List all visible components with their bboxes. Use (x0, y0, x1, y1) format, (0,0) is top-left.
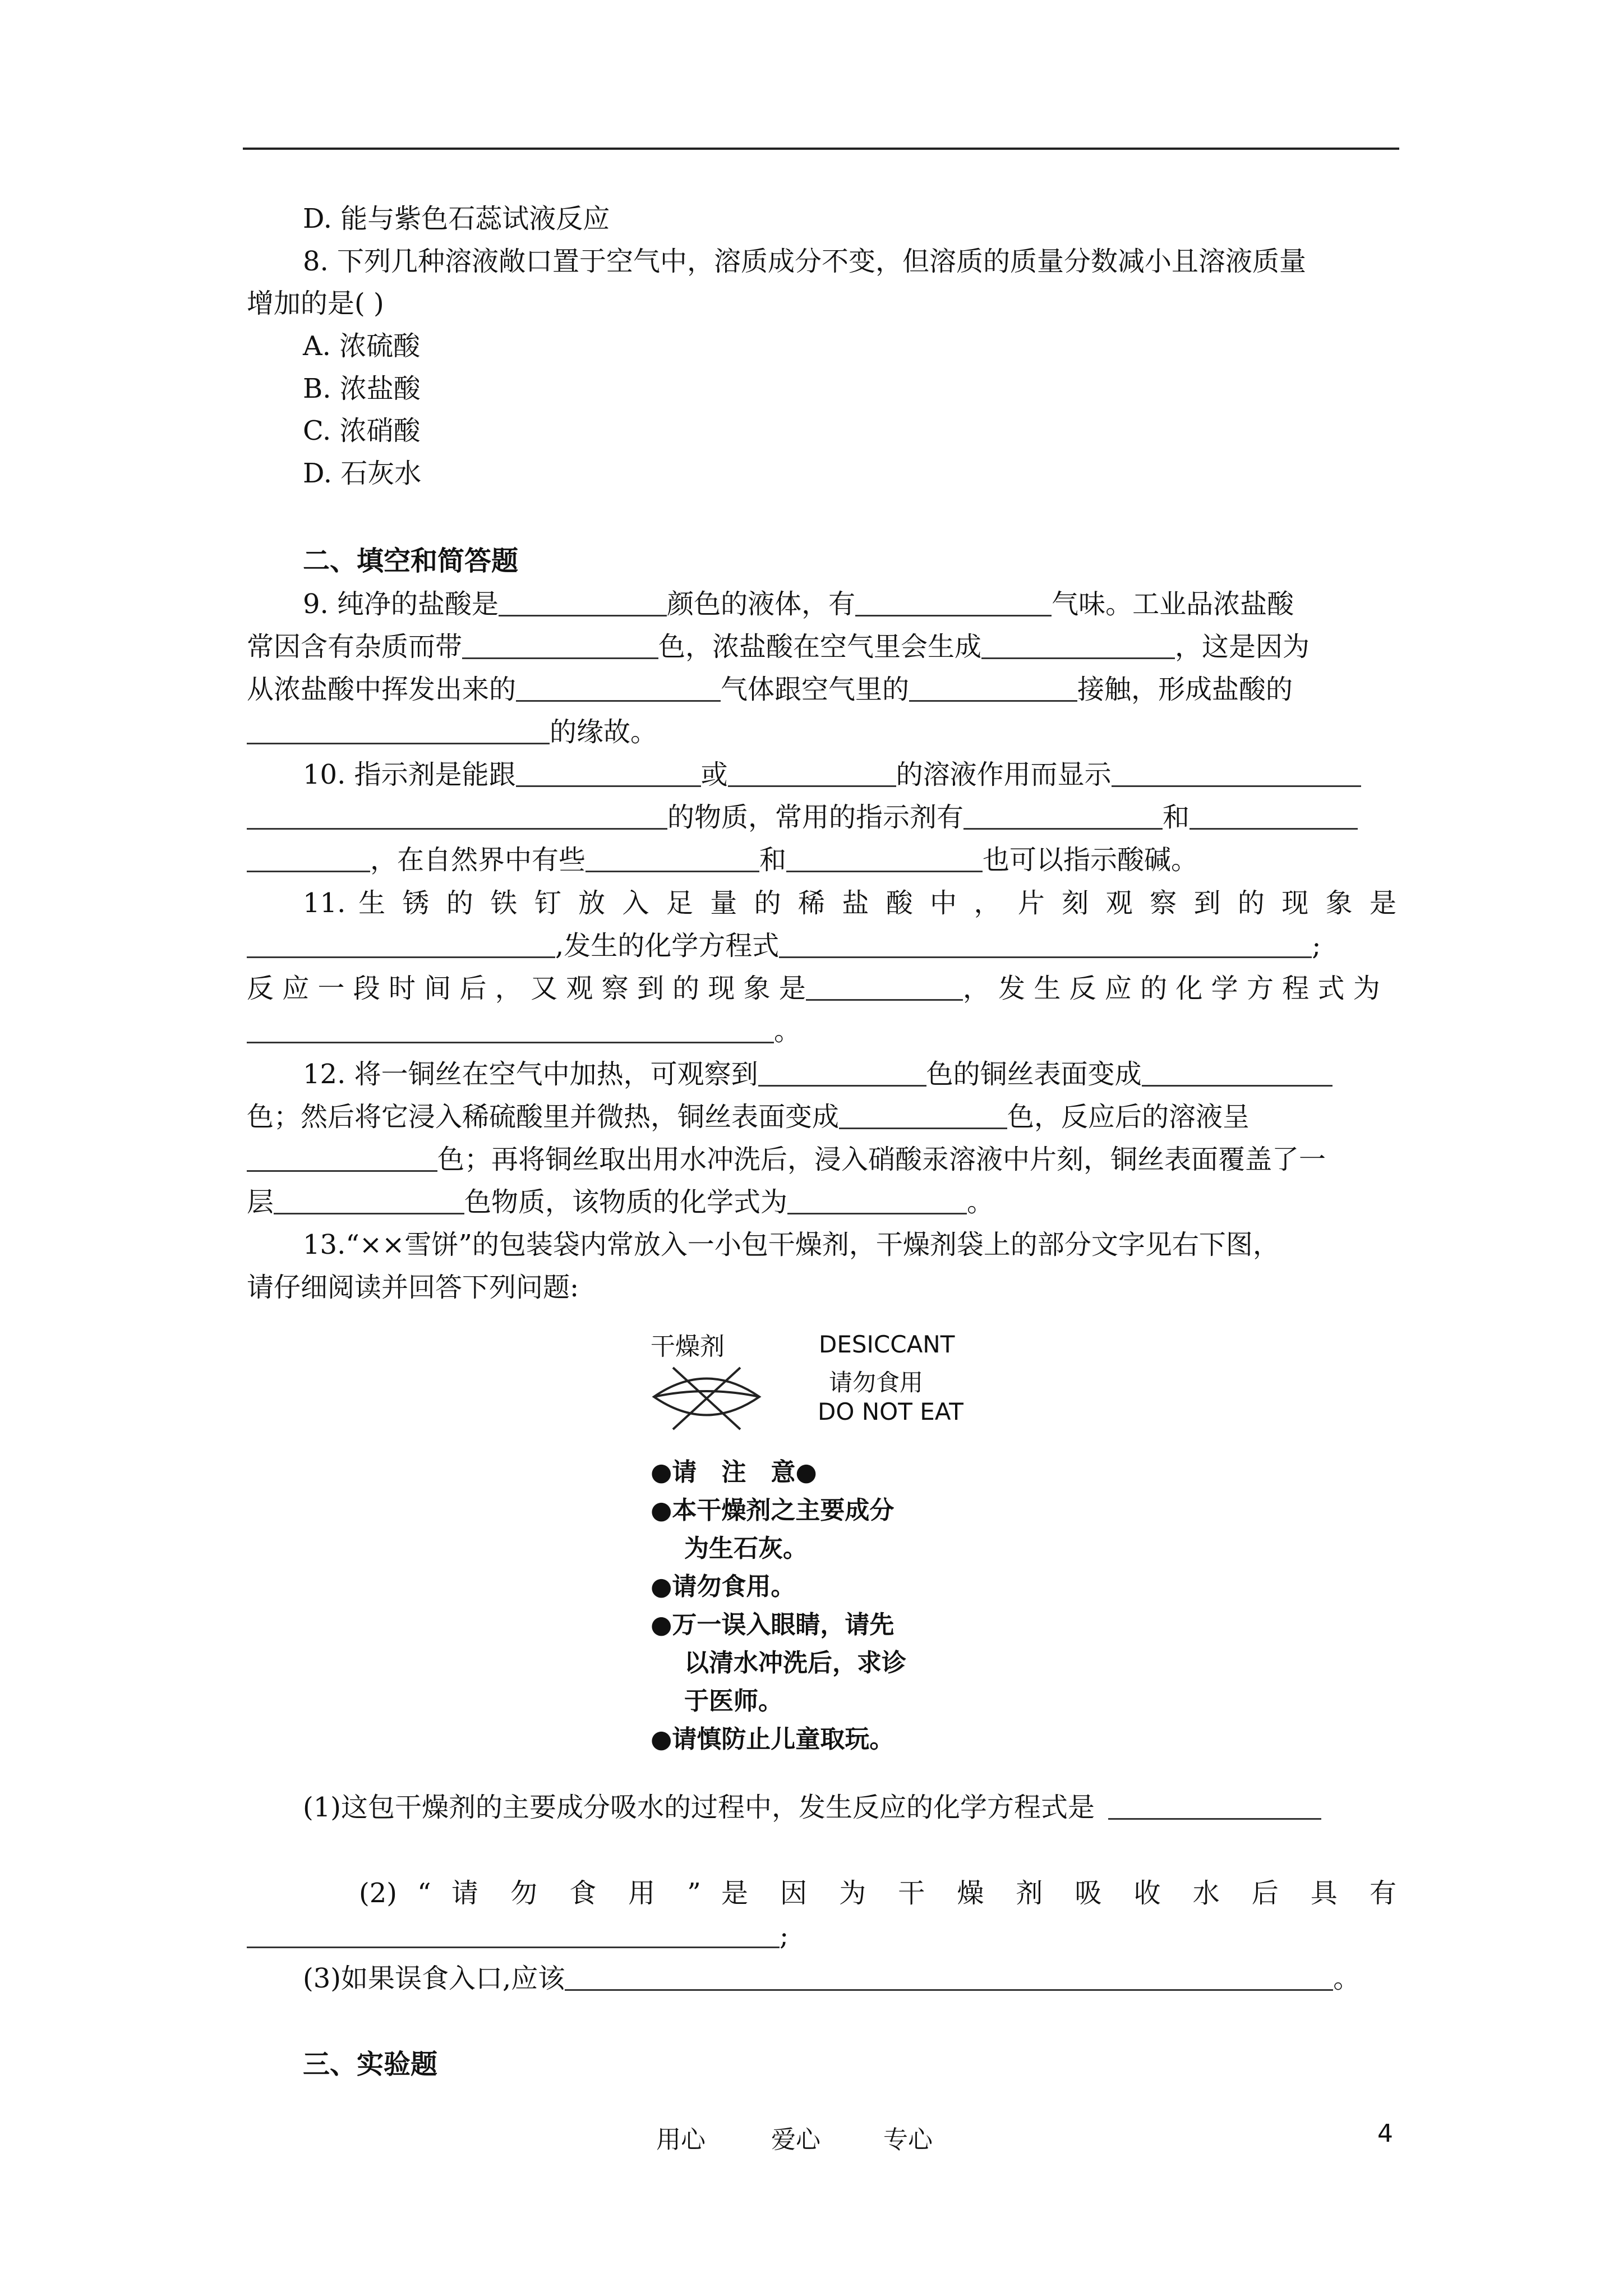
q9-text: 颜色的液体，有 (667, 588, 856, 620)
figure-line: 于医师。 (684, 1687, 783, 1715)
q10-text: ，在自然界中有些 (370, 844, 586, 876)
q12-blank-1[interactable] (758, 1059, 926, 1087)
q13-sub2-line2 (247, 1919, 1396, 1953)
q9-blank-color[interactable] (499, 589, 667, 616)
q10-blank-1[interactable] (516, 760, 701, 787)
q7-option-d: D. 能与紫色石蕊试液反应 (303, 203, 610, 234)
q9-text: 气体跟空气里的 (721, 674, 910, 705)
q11-text: 反 应 一 段 时 间 后 ， 又 观 察 到 的 现 象 是 (247, 973, 806, 1004)
figure-line: ●请慎防止儿童取玩。 (651, 1725, 895, 1754)
figure-no-eat-en: DO NOT EAT (818, 1398, 963, 1425)
q12-line2 (247, 1100, 1396, 1134)
q10-line3 (247, 843, 1396, 877)
q10-line1 (303, 758, 1396, 792)
q11-line2 (247, 929, 1396, 963)
q9-text: 从浓盐酸中挥发出来的 (247, 674, 517, 705)
q9-line4 (247, 715, 1396, 749)
q8-stem-line1: 8. 下列几种溶液敞口置于空气中，溶质成分不变，但溶质的质量分数减小且溶液质量 (303, 246, 1307, 277)
figure-line: 为生石灰。 (684, 1534, 808, 1563)
q12-text: 色的铜丝表面变成 (926, 1059, 1142, 1090)
figure-label-cn: 干燥剂 (651, 1332, 725, 1361)
q10-line2 (247, 800, 1396, 834)
q13-stem-line1: 13.“××雪饼”的包装袋内常放入一小包干燥剂，干燥剂袋上的部分文字见右下图， (303, 1229, 1280, 1260)
q9-line3 (247, 673, 1396, 706)
q11-text: ， 发 生 反 应 的 化 学 方 程 式 为 (962, 973, 1380, 1004)
q13-text: (3)如果误食入口,应该 (303, 1963, 565, 1994)
q9-text: 气味。工业品浓盐酸 (1052, 588, 1294, 620)
q13-blank-equation[interactable] (1108, 1792, 1321, 1820)
q9-blank-impurity-color[interactable] (462, 632, 658, 659)
q12-blank-3[interactable] (839, 1102, 1007, 1129)
q13-blank-property[interactable] (247, 1921, 780, 1948)
q10-blank-7[interactable] (247, 845, 370, 872)
page-number: 4 (1377, 2119, 1393, 2148)
q12-line1 (303, 1057, 1396, 1091)
header-rule (243, 148, 1399, 150)
q9-text: 9. 纯净的盐酸是 (303, 588, 499, 620)
q8-option-d: D. 石灰水 (303, 458, 422, 489)
figure-line: ●本干燥剂之主要成分 (651, 1496, 895, 1525)
q10-blank-2[interactable] (728, 760, 896, 787)
figure-line: 以清水冲洗后，求诊 (684, 1649, 906, 1677)
q9-blank-air-component[interactable] (909, 674, 1077, 702)
q12-text: 色，反应后的溶液呈 (1007, 1101, 1250, 1133)
q9-blank-formed[interactable] (247, 717, 550, 744)
section3-heading: 三、实验题 (303, 2049, 438, 2080)
q11-line4 (247, 1014, 1396, 1048)
q9-line1 (303, 587, 1396, 621)
q10-text: 和 (1163, 802, 1190, 833)
q11-blank-phenomenon2[interactable] (806, 973, 963, 1001)
q9-text: 的缘故。 (550, 716, 658, 748)
q13-sub1 (303, 1791, 1396, 1824)
q11-line1: 11. 生 锈 的 铁 钉 放 入 足 量 的 稀 盐 酸 中 ， 片 刻 观 察 到 的 现 象 是 (303, 887, 1396, 919)
q13-sub2: (2) “ 请 勿 食 用 ” 是 因 为 干 燥 剂 吸 收 水 后 具 有 (359, 1878, 1396, 1909)
q8-option-b: B. 浓盐酸 (303, 373, 421, 404)
q10-text: 10. 指示剂是能跟 (303, 759, 516, 790)
q9-text: 常因含有杂质而带 (247, 631, 463, 662)
q10-blank-6[interactable] (1189, 802, 1358, 830)
no-eating-mouth-icon (651, 1363, 763, 1436)
section2-heading: 二、填空和简答题 (303, 545, 519, 577)
q13-stem-line2: 请仔细阅读并回答下列问题: (247, 1272, 579, 1303)
q12-text: 层 (247, 1186, 274, 1218)
q10-text: 的溶液作用而显示 (896, 759, 1112, 790)
q10-blank-9[interactable] (786, 845, 983, 872)
q13-text: 。 (1333, 1963, 1361, 1994)
q12-blank-2[interactable] (1142, 1059, 1332, 1087)
q10-text: 的物质，常用的指示剂有 (667, 802, 964, 833)
q9-text: 接触，形成盐酸的 (1077, 674, 1293, 705)
figure-no-eat-cn: 请勿食用 (829, 1369, 924, 1396)
footer-motto-3: 专心 (883, 2125, 933, 2154)
q9-line2 (247, 630, 1396, 664)
q12-text: 色；然后将它浸入稀硫酸里并微热，铜丝表面变成 (247, 1101, 840, 1133)
desiccant-label-figure (651, 1324, 998, 1784)
figure-line: ●请勿食用。 (651, 1572, 796, 1601)
q10-text: 也可以指示酸碱。 (983, 844, 1198, 876)
footer-motto-2: 爱心 (771, 2125, 820, 2154)
q10-blank-5[interactable] (963, 802, 1163, 830)
q8-option-a: A. 浓硫酸 (303, 330, 421, 362)
q12-blank-6[interactable] (787, 1187, 967, 1214)
q10-blank-8[interactable] (585, 845, 759, 872)
q9-blank-gas[interactable] (516, 674, 721, 702)
q10-blank-3[interactable] (1112, 760, 1361, 787)
q12-line3 (247, 1143, 1396, 1176)
q11-blank-phenomenon[interactable] (247, 931, 555, 958)
q12-blank-5[interactable] (274, 1187, 464, 1214)
q10-text: 和 (759, 844, 787, 876)
q12-blank-4[interactable] (247, 1144, 437, 1172)
q11-line3 (247, 972, 1396, 1005)
q9-blank-forms[interactable] (981, 632, 1175, 659)
q8-option-c: C. 浓硝酸 (303, 415, 421, 447)
q11-blank-equation1[interactable] (779, 931, 1312, 958)
q13-text: (1)这包干燥剂的主要成分吸水的过程中，发生反应的化学方程式是 (303, 1792, 1095, 1823)
q13-blank-action[interactable] (565, 1963, 1333, 1991)
q10-blank-4[interactable] (247, 802, 667, 830)
q12-text: 色；再将铜丝取出用水冲洗后，浸入硝酸汞溶液中片刻，铜丝表面覆盖了一 (437, 1144, 1326, 1175)
q8-stem-line2: 增加的是( ) (247, 288, 384, 319)
figure-line: ●万一误入眼睛，请先 (651, 1611, 895, 1639)
q12-text: 。 (967, 1186, 994, 1218)
q11-text: ,发生的化学方程式 (555, 930, 780, 961)
q11-text: ; (1312, 930, 1321, 961)
q9-text: 色，浓盐酸在空气里会生成 (658, 631, 982, 662)
q13-sub3 (303, 1962, 1453, 1995)
figure-notice: ●请 注 意● (651, 1458, 817, 1487)
q13-text: ; (780, 1920, 789, 1952)
q9-text: ，这是因为 (1175, 631, 1310, 662)
q9-blank-odor[interactable] (855, 589, 1052, 616)
q11-text: 。 (774, 1015, 801, 1047)
figure-label-en: DESICCANT (819, 1331, 955, 1358)
q12-text: 12. 将一铜丝在空气中加热，可观察到 (303, 1059, 758, 1090)
q10-text: 或 (700, 759, 728, 790)
q11-blank-equation2[interactable] (247, 1016, 774, 1043)
q12-text: 色物质，该物质的化学式为 (464, 1186, 788, 1218)
q12-line4 (247, 1185, 1396, 1219)
footer-motto-1: 用心 (656, 2125, 706, 2154)
